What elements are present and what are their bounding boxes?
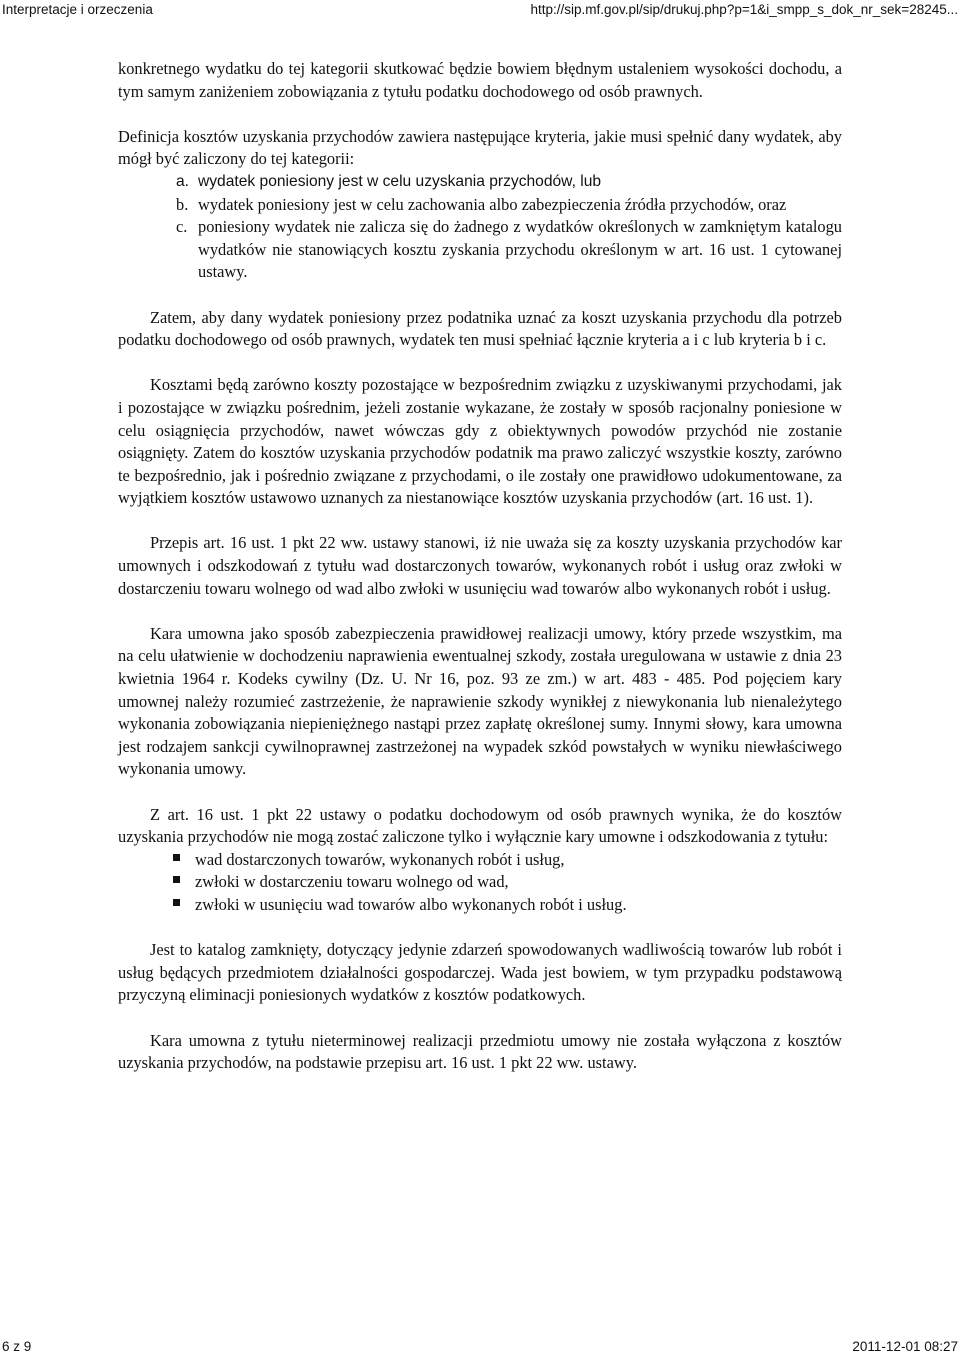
list-item — [118, 871, 842, 894]
paragraph-3: Zatem, aby dany wydatek poniesiony przez podatnika uznać za koszt uzyskania przychodu dla potrzeb podatku dochodowego od osób prawnych, wydatek ten musi spełniać łącznie kryteria a i c lub kryteria b i c. — [118, 307, 842, 350]
print-header — [0, 0, 960, 20]
paragraph-1: konkretnego wydatku do tej kategorii skutkować będzie bowiem błędnym ustaleniem wysokości dochodu, a tym samym zaniżeniem zobowiązania z tytułu podatku dochodowego od osób prawnych. — [118, 59, 842, 101]
criteria-item-b — [118, 194, 842, 217]
header-url: http://sip.mf.gov.pl/sip/drukuj.php?p=1&i_smpp_s_dok_nr_sek=28245... — [530, 2, 958, 17]
criteria-item-c — [118, 216, 842, 284]
header-title: Interpretacje i orzeczenia — [2, 2, 153, 17]
criteria-text: poniesiony wydatek nie zalicza się do żadnego z wydatków określonych w zamkniętym katalogu wydatków nie stanowiących kosztu zyskania przychodu określonym w art. 16 ust. 1 cytowanej ustawy. — [198, 217, 842, 282]
square-bullet-icon — [173, 873, 195, 887]
square-bullet-icon — [173, 896, 195, 910]
list-item-text: zwłoki w dostarczeniu towaru wolnego od wad, — [195, 872, 509, 892]
list-item — [118, 894, 842, 917]
criteria-marker: b. — [176, 194, 189, 214]
paragraph-8: Jest to katalog zamknięty, dotyczący jedynie zdarzeń spowodowanych wadliwością towarów lub robót i usług będących przedmiotem działalności gospodarczej. Wada jest bowiem, w tym przypadku podstawową przyczyną eliminacji poniesionych wydatków z kosztów podatkowych. — [118, 940, 842, 1005]
document-body — [118, 58, 842, 1075]
print-footer — [0, 1338, 960, 1356]
paragraph-2: Definicja kosztów uzyskania przychodów zawiera następujące kryteria, jakie musi spełnić dany wydatek, aby mógł być zaliczony do tej kategorii: — [118, 126, 842, 169]
paragraph-6: Kara umowna jako sposób zabezpieczenia prawidłowej realizacji umowy, który przede wszystkim, ma na celu ułatwienie w dochodzeniu naprawienia ewentualnej szkody, została uregulowana w ustawie z dnia 23 kwietnia 1964 r. Kodeks cywilny (Dz. U. Nr 16, poz. 93 ze zm.) w art. 483 - 485. Pod pojęciem kary umownej należy rozumieć zastrzeżenie, że naprawienie szkody wynikłej z niewykonania lub nienależytego wykonania zobowiązania niepieniężnego nastąpi przez zapłatę określonej sumy. Innymi słowy, kara umowna jest rodzajem sankcji cywilnoprawnej zastrzeżonej na wypadek szkód powstałych w wyniku niewłaściwego wykonania umowy. — [118, 623, 842, 779]
list-item-text: wad dostarczonych towarów, wykonanych robót i usług, — [195, 849, 565, 869]
criteria-marker: c. — [176, 217, 188, 237]
paragraph-5: Przepis art. 16 ust. 1 pkt 22 ww. ustawy stanowi, iż nie uważa się za koszty uzyskania przychodów kar umownych i odszkodowań z tytułu wad dostarczonych towarów, wykonanych robót i usług oraz zwłoki w dostarczeniu towaru wolnego od wad albo zwłoki w usunięciu wad towarów albo wykonanych robót i usług. — [118, 533, 842, 598]
paragraph-9: Kara umowna z tytułu nieterminowej realizacji przedmiotu umowy nie została wyłączona z kosztów uzyskania przychodów, na podstawie przepisu art. 16 ust. 1 pkt 22 ww. ustawy. — [118, 1030, 842, 1073]
print-timestamp: 2011-12-01 08:27 — [852, 1339, 958, 1354]
paragraph-7: Z art. 16 ust. 1 pkt 22 ustawy o podatku dochodowym od osób prawnych wynika, że do kosztów uzyskania przychodów nie mogą zostać zaliczone tylko i wyłącznie kary umowne i odszkodowania z tytułu: — [118, 804, 842, 847]
paragraph-4: Kosztami będą zarówno koszty pozostające w bezpośrednim związku z uzyskiwanymi przychodami, jak i pozostające w związku pośrednim, jeżeli zostanie wykazane, że zostały w sposób racjonalny poniesione w celu osiągnięcia przychodów, nawet wówczas gdy z obiektywnych powodów przychód nie zostanie osiągnięty. Zatem do kosztów uzyskania przychodów podatnik ma prawo zaliczyć wszystkie koszty, zarówno te bezpośrednio, jak i pośrednio związane z przychodami, o ile zostały one prawidłowo udokumentowane, za wyjątkiem kosztów ustawowo uznanych za niestanowiące kosztów uzyskania przychodów (art. 16 ust. 1). — [118, 375, 842, 508]
criteria-marker: a. — [176, 172, 190, 190]
square-bullet-icon — [173, 851, 195, 865]
criteria-text: wydatek poniesiony jest w celu uzyskania przychodów, lub — [198, 172, 602, 190]
list-item — [118, 849, 842, 872]
penalty-list — [118, 849, 842, 917]
criteria-text: wydatek poniesiony jest w celu zachowania albo zabezpieczenia źródła przychodów, oraz — [198, 194, 787, 214]
page-number: 6 z 9 — [2, 1339, 32, 1354]
criteria-list — [118, 171, 842, 284]
criteria-item-a — [118, 171, 842, 194]
list-item-text: zwłoki w usunięciu wad towarów albo wykonanych robót i usług. — [195, 894, 627, 914]
